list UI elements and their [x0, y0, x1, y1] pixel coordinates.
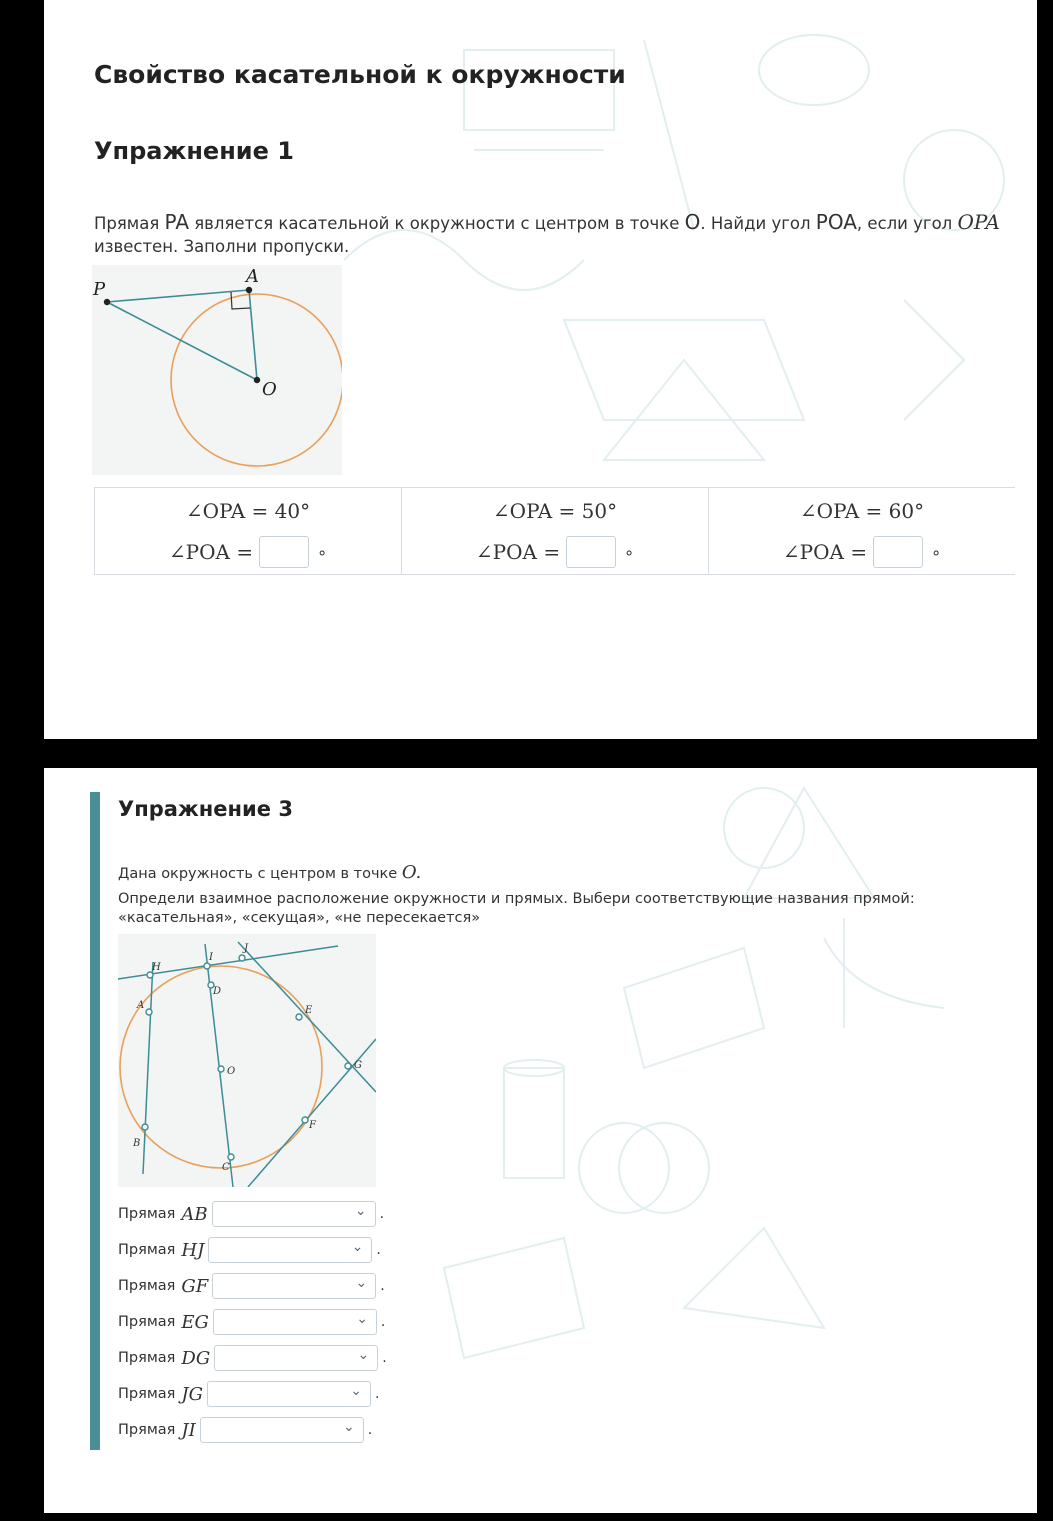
- ask-angle: ∠POA =: [475, 540, 561, 564]
- point-o: [254, 377, 260, 383]
- row-label: Прямая: [118, 1242, 176, 1258]
- label-d: D: [213, 986, 222, 997]
- point-o: [218, 1066, 224, 1072]
- point-c: [228, 1154, 234, 1160]
- chevron-down-icon: ⌄: [356, 1311, 368, 1327]
- exercise-1-panel: [44, 0, 1037, 739]
- label-b: B: [133, 1138, 141, 1149]
- answer-cell-50: [402, 488, 709, 574]
- row-line-ab: [118, 1201, 384, 1227]
- select-dg[interactable]: [214, 1345, 378, 1371]
- row-line-name: JI: [181, 1419, 196, 1441]
- chevron-down-icon: ⌄: [342, 1419, 355, 1435]
- chevron-down-icon: ⌄: [351, 1239, 364, 1255]
- row-label: Прямая: [118, 1350, 176, 1366]
- row-label: Прямая: [118, 1278, 176, 1294]
- answer-cell-40: [95, 488, 402, 574]
- task-text: [94, 211, 1024, 235]
- row-period: .: [367, 1422, 373, 1438]
- row-label: Прямая: [118, 1206, 176, 1222]
- point-b: [142, 1124, 148, 1130]
- label-o: O: [262, 379, 277, 400]
- label-j: J: [244, 943, 249, 954]
- row-period: .: [380, 1278, 385, 1294]
- given-text: [118, 862, 421, 883]
- select-gf[interactable]: [212, 1273, 376, 1299]
- degree-symbol: ∘: [624, 542, 635, 562]
- row-label: Прямая: [118, 1314, 176, 1330]
- exercise-3-panel: [44, 768, 1037, 1513]
- degree-symbol: ∘: [317, 542, 328, 562]
- answer-table: [94, 487, 1015, 575]
- row-line-name: DG: [181, 1347, 211, 1369]
- row-line-name: JG: [181, 1383, 203, 1405]
- answer-row: [95, 536, 401, 568]
- point-f: [302, 1117, 308, 1123]
- answer-input-1[interactable]: [259, 536, 309, 568]
- task-text-part: , если угол: [856, 214, 958, 233]
- row-period: .: [382, 1350, 387, 1366]
- row-line-eg: [118, 1309, 385, 1335]
- chevron-down-icon: ⌄: [357, 1347, 370, 1363]
- label-h: H: [152, 962, 161, 973]
- label-c: C: [222, 1162, 230, 1173]
- label-e: E: [305, 1005, 313, 1016]
- task-text-line2: известен. Заполни пропуски.: [94, 237, 350, 256]
- given-o: O.: [401, 862, 422, 883]
- row-line-name: GF: [181, 1275, 209, 1297]
- figure-background: [92, 265, 342, 475]
- task-pa: PA: [164, 210, 190, 234]
- label-f: F: [309, 1120, 316, 1131]
- row-line-name: HJ: [181, 1239, 205, 1261]
- exercise-title: Упражнение 3: [118, 797, 293, 821]
- row-line-dg: [118, 1345, 387, 1371]
- given-text-part: Дана окружность с центром в точке: [118, 866, 402, 882]
- row-line-name: EG: [181, 1311, 209, 1333]
- given-angle: ∠OPA = 60°: [799, 499, 925, 523]
- task-poa: POA: [815, 210, 857, 234]
- label-a: A: [246, 266, 259, 287]
- chevron-down-icon: ⌄: [355, 1275, 368, 1291]
- point-a: [146, 1009, 152, 1015]
- tangent-figure: [92, 265, 342, 475]
- row-line-gf: [118, 1273, 385, 1299]
- label-o: O: [227, 1066, 236, 1077]
- select-jg[interactable]: [207, 1381, 371, 1407]
- answer-input-3[interactable]: [873, 536, 923, 568]
- given-angle: ∠OPA = 50°: [492, 499, 618, 523]
- select-hj[interactable]: [208, 1237, 372, 1263]
- task-line-2: «касательная», «секущая», «не пересекается»: [118, 910, 481, 926]
- row-period: .: [380, 1314, 386, 1330]
- ask-angle: ∠POA =: [168, 540, 254, 564]
- select-ji[interactable]: [200, 1417, 364, 1443]
- row-line-hj: [118, 1237, 381, 1263]
- chevron-down-icon: ⌄: [354, 1203, 367, 1219]
- task-line-1: Определи взаимное расположение окружности и прямых. Выбери соответствующие названия прямой:: [118, 891, 915, 907]
- label-g: G: [354, 1060, 362, 1071]
- page-title: Свойство касательной к окружности: [94, 60, 626, 89]
- answer-input-2[interactable]: [566, 536, 616, 568]
- point-j: [239, 955, 245, 961]
- ask-angle: ∠POA =: [782, 540, 868, 564]
- point-g: [345, 1063, 351, 1069]
- select-ab[interactable]: [212, 1201, 376, 1227]
- row-label: Прямая: [118, 1386, 176, 1402]
- task-o: O: [684, 210, 701, 234]
- task-opa: OPA: [957, 210, 1000, 234]
- point-a: [246, 287, 252, 293]
- point-i: [204, 963, 210, 969]
- task-text-part: Прямая: [94, 214, 165, 233]
- label-a: A: [137, 1000, 145, 1011]
- chevron-down-icon: ⌄: [350, 1383, 362, 1399]
- row-period: .: [375, 1386, 380, 1402]
- label-p: P: [93, 279, 106, 300]
- task-text-part: является касательной к окружности с центром в точке: [189, 214, 685, 233]
- answer-row: [402, 536, 708, 568]
- answer-cell-60: [709, 488, 1015, 574]
- row-line-name: AB: [181, 1203, 208, 1225]
- select-eg[interactable]: [213, 1309, 377, 1335]
- row-label: Прямая: [118, 1422, 176, 1438]
- given-angle: ∠OPA = 40°: [185, 499, 311, 523]
- row-line-ji: [118, 1417, 372, 1443]
- degree-symbol: ∘: [931, 542, 942, 562]
- exercise-title: Упражнение 1: [94, 137, 294, 165]
- label-i: I: [209, 952, 213, 963]
- row-period: .: [379, 1206, 385, 1222]
- row-period: .: [376, 1242, 381, 1258]
- circle-lines-figure: [118, 934, 376, 1187]
- answer-row: [709, 536, 1015, 568]
- task-text-part: . Найди угол: [700, 214, 816, 233]
- accent-bar: [90, 792, 100, 1450]
- row-line-jg: [118, 1381, 379, 1407]
- point-e: [296, 1014, 302, 1020]
